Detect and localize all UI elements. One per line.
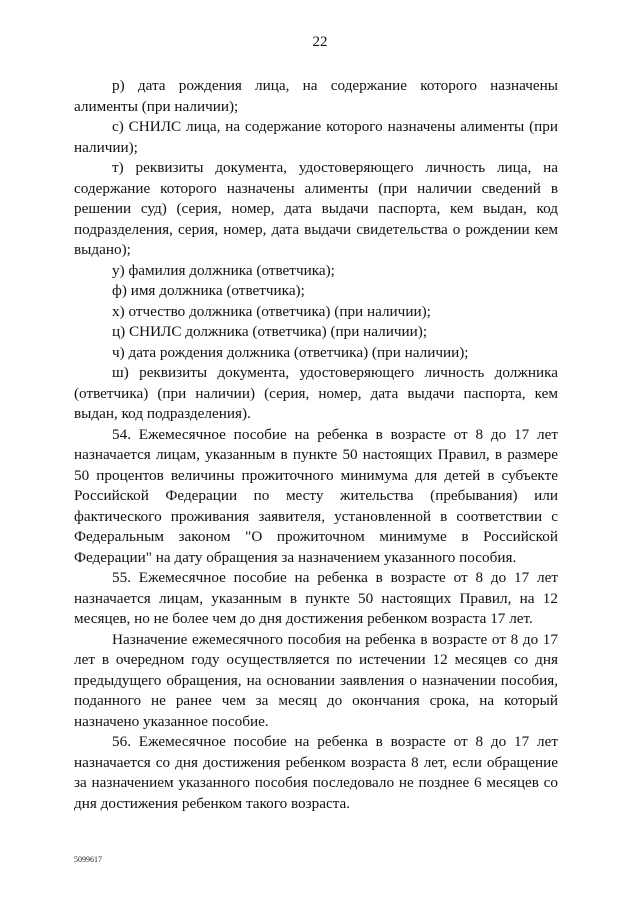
- paragraph-55: 55. Ежемесячное пособие на ребенка в возрасте от 8 до 17 лет назначается лицам, указанным в пункте 50 настоящих Правил, на 12 месяцев, но не более чем до дня достижения ребенком возраста 17 лет.: [74, 569, 558, 627]
- paragraph-t: т) реквизиты документа, удостоверяющего личность лица, на содержание которого назначены алименты (при наличии сведений в решении суд) (серия, номер, дата выдачи паспорта, кем выдан, код подразделения, серия, номер, дата выдачи свидетельства о рождении кем выдано);: [74, 159, 558, 258]
- paragraph-u: у) фамилия должника (ответчика);: [112, 261, 335, 279]
- paragraph-sh: ш) реквизиты документа, удостоверяющего личность должника (ответчика) (при наличии) (серия, номер, дата выдачи паспорта, кем выдан, код подразделения).: [74, 364, 558, 422]
- paragraph-ch: ч) дата рождения должника (ответчика) (при наличии);: [112, 343, 469, 361]
- page-number: 22: [312, 34, 328, 50]
- paragraph-56: 56. Ежемесячное пособие на ребенка в возрасте от 8 до 17 лет назначается со дня достижения ребенком возраста 8 лет, если обращение за назначением указанного пособия последовало не позднее 6 месяцев со дня достижения ребенком такого возраста.: [74, 733, 558, 812]
- document-code: 5099617: [74, 855, 102, 864]
- paragraph-s: с) СНИЛС лица, на содержание которого назначены алименты (при наличии);: [74, 118, 558, 156]
- paragraph-kh: х) отчество должника (ответчика) (при наличии);: [112, 302, 431, 320]
- document-body: [74, 76, 558, 814]
- paragraph-ts: ц) СНИЛС должника (ответчика) (при наличии);: [112, 323, 428, 340]
- paragraph-55-renewal: Назначение ежемесячного пособия на ребенка в возрасте от 8 до 17 лет в очередном году осуществляется по истечении 12 месяцев со дня предыдущего обращения, на основании заявления о назначении пособия, поданного не ранее чем за месяц до окончания срока, на который назначено указанное пособие.: [74, 630, 558, 730]
- paragraph-f: ф) имя должника (ответчика);: [112, 282, 305, 299]
- paragraph-54: 54. Ежемесячное пособие на ребенка в возрасте от 8 до 17 лет назначается лицам, указанным в пункте 50 настоящих Правил, в размере 50 процентов величины прожиточного минимума для детей в субъекте Российской Федерации по месту жительства (пребывания) или фактического проживания заявителя, установленной в соответствии с Федеральным законом "О прожиточном минимуме в Российской Федерации" на дату обращения за назначением указанного пособия.: [74, 425, 558, 566]
- paragraph-r: р) дата рождения лица, на содержание которого назначены алименты (при наличии);: [74, 77, 558, 115]
